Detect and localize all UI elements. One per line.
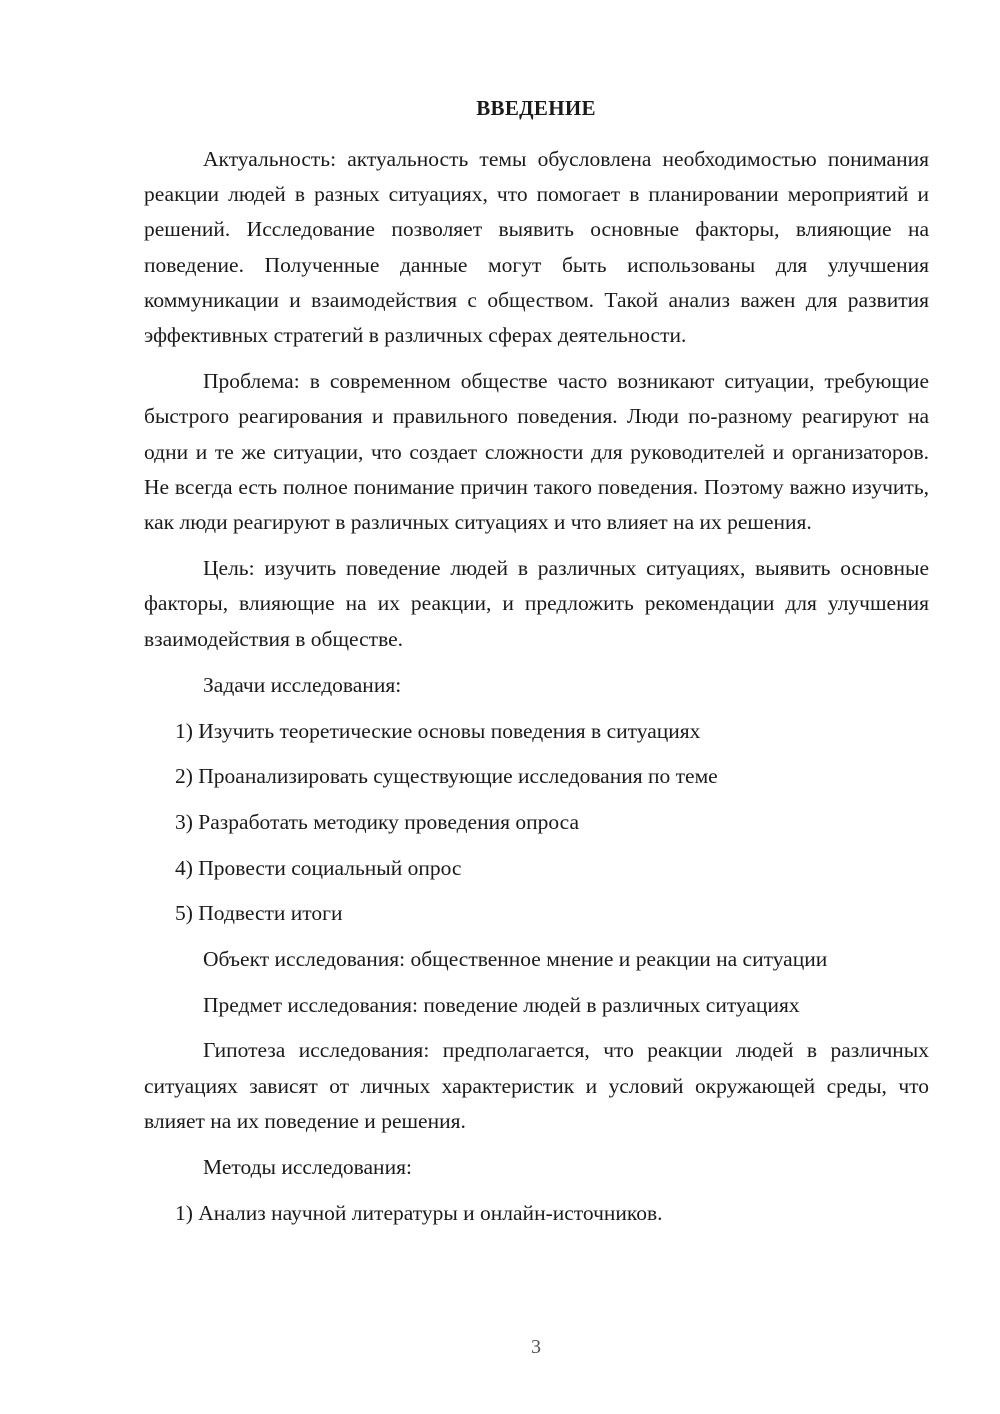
paragraph-relevance: Актуальность: актуальность темы обусловлена необходимостью понимания реакции людей в разных ситуациях, что помогает в планировании мероприятий и решений. Исследование позволяет выявить основные факторы, влияющие на поведение. Полученные данные могут быть использованы для улучшения коммуникации и взаимодействия с обществом. Такой анализ важен для развития эффективных стратегий в различных сферах деятельности. xyxy=(144,147,929,348)
document-body xyxy=(144,142,929,1241)
document-title: ВВЕДЕНИЕ xyxy=(476,96,596,120)
task-item-2: 2) Проанализировать существующие исследования по теме xyxy=(175,764,718,789)
paragraph-object: Объект исследования: общественное мнение и реакции на ситуации xyxy=(203,947,828,972)
paragraph-hypothesis: Гипотеза исследования: предполагается, что реакции людей в различных ситуациях зависят от личных характеристик и условий окружающей среды, что влияет на их поведение и решения. xyxy=(144,1038,929,1133)
task-item-1: 1) Изучить теоретические основы поведения в ситуациях xyxy=(175,718,701,743)
tasks-heading: Задачи исследования: xyxy=(203,672,402,697)
task-item-5: 5) Подвести итоги xyxy=(175,901,343,926)
page-number: 3 xyxy=(531,1336,541,1358)
task-item-3: 3) Разработать методику проведения опроса xyxy=(175,809,579,834)
paragraph-goal: Цель: изучить поведение людей в различных ситуациях, выявить основные факторы, влияющие на их реакции, и предложить рекомендации для улучшения взаимодействия в обществе. xyxy=(144,556,929,651)
paragraph-problem: Проблема: в современном обществе часто возникают ситуации, требующие быстрого реагирования и правильного поведения. Люди по-разному реагируют на одни и те же ситуации, что создает сложности для руководителей и организаторов. Не всегда есть полное понимание причин такого поведения. Поэтому важно изучить, как люди реагируют в различных ситуациях и что влияет на их решения. xyxy=(144,369,929,535)
task-item-4: 4) Провести социальный опрос xyxy=(175,855,462,880)
methods-heading: Методы исследования: xyxy=(203,1155,412,1180)
paragraph-subject: Предмет исследования: поведение людей в различных ситуациях xyxy=(203,992,800,1017)
method-item-1: 1) Анализ научной литературы и онлайн-источников. xyxy=(175,1200,663,1225)
